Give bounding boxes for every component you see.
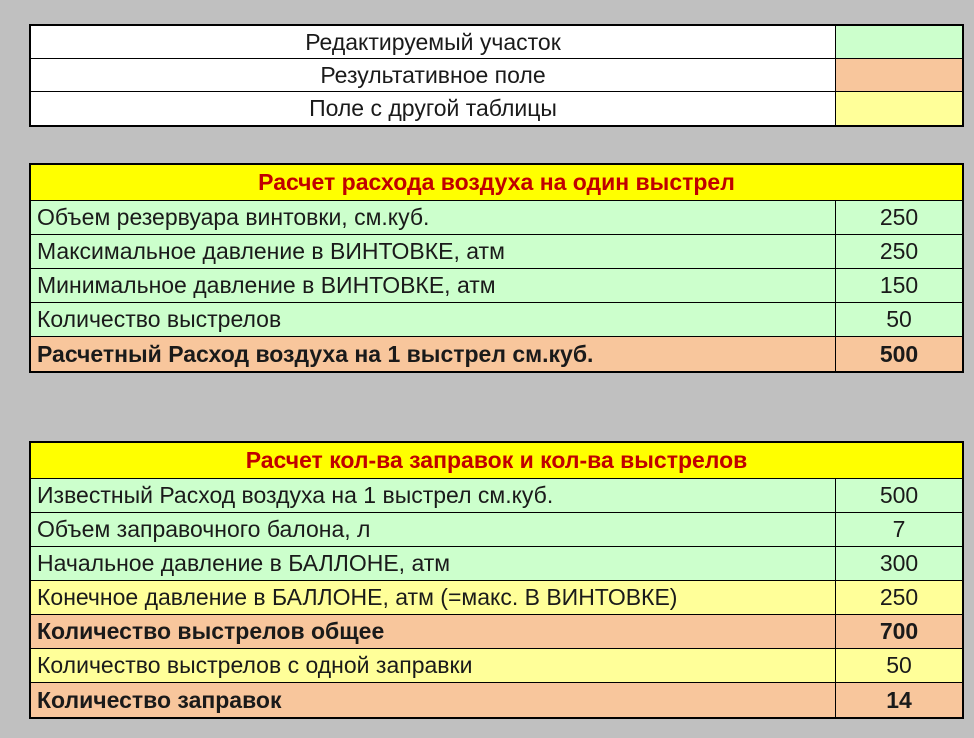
row-value-linked: 50: [886, 652, 912, 678]
row-value-input[interactable]: 250: [879, 238, 919, 264]
table-row: [31, 235, 962, 269]
table-row-linked: [31, 581, 962, 615]
row-value-input[interactable]: 250: [879, 204, 919, 230]
table2-title: Расчет кол-ва заправок и кол-ва выстрелов: [31, 443, 962, 479]
row-value-input[interactable]: 150: [879, 272, 919, 298]
row-label: Начальное давление в БАЛЛОНЕ, атм: [31, 547, 836, 580]
legend-swatch-orange: [836, 59, 962, 91]
row-label: Объем резервуара винтовки, см.куб.: [31, 201, 836, 234]
row-value-linked: 250: [879, 584, 919, 610]
table-row-result: [31, 337, 962, 371]
row-label: Минимальное давление в ВИНТОВКЕ, атм: [31, 269, 836, 302]
row-value-result: 500: [879, 340, 919, 367]
row-label: Количество выстрелов с одной заправки: [31, 649, 836, 682]
legend-row-result: [31, 59, 962, 92]
table-row-result: [31, 615, 962, 649]
table-row-linked: [31, 649, 962, 683]
legend-row-other-table: [31, 92, 962, 125]
table-row: [31, 479, 962, 513]
row-label: Максимальное давление в ВИНТОВКЕ, атм: [31, 235, 836, 268]
row-label: Расчетный Расход воздуха на 1 выстрел см.куб.: [31, 337, 836, 371]
legend-swatch-green: [836, 26, 962, 58]
legend-label-editable: Редактируемый участок: [31, 26, 836, 58]
table-row: [31, 547, 962, 581]
legend-row-editable: [31, 26, 962, 59]
table-row: [31, 303, 962, 337]
refills-and-shots-table: [29, 441, 964, 719]
row-label: Количество выстрелов общее: [31, 615, 836, 648]
table-row: [31, 513, 962, 547]
row-value-input[interactable]: 300: [879, 550, 919, 576]
row-value-result: 700: [879, 618, 919, 644]
row-value-input[interactable]: 50: [886, 306, 912, 332]
row-value-input[interactable]: 500: [879, 482, 919, 508]
row-value-input[interactable]: 7: [892, 516, 906, 542]
air-per-shot-table: [29, 163, 964, 373]
legend-swatch-yellow: [836, 92, 962, 125]
row-value-result: 14: [886, 686, 912, 713]
table-row: [31, 269, 962, 303]
row-label: Известный Расход воздуха на 1 выстрел см.куб.: [31, 479, 836, 512]
table1-title: Расчет расхода воздуха на один выстрел: [31, 165, 962, 201]
table-row: [31, 201, 962, 235]
legend-label-other-table: Поле с другой таблицы: [31, 92, 836, 125]
row-label: Количество заправок: [31, 683, 836, 717]
table-row-result: [31, 683, 962, 717]
row-label: Конечное давление в БАЛЛОНЕ, атм (=макс. В ВИНТОВКЕ): [31, 581, 836, 614]
row-label: Объем заправочного балона, л: [31, 513, 836, 546]
legend-label-result: Результативное поле: [31, 59, 836, 91]
legend-table: [29, 24, 964, 127]
row-label: Количество выстрелов: [31, 303, 836, 336]
